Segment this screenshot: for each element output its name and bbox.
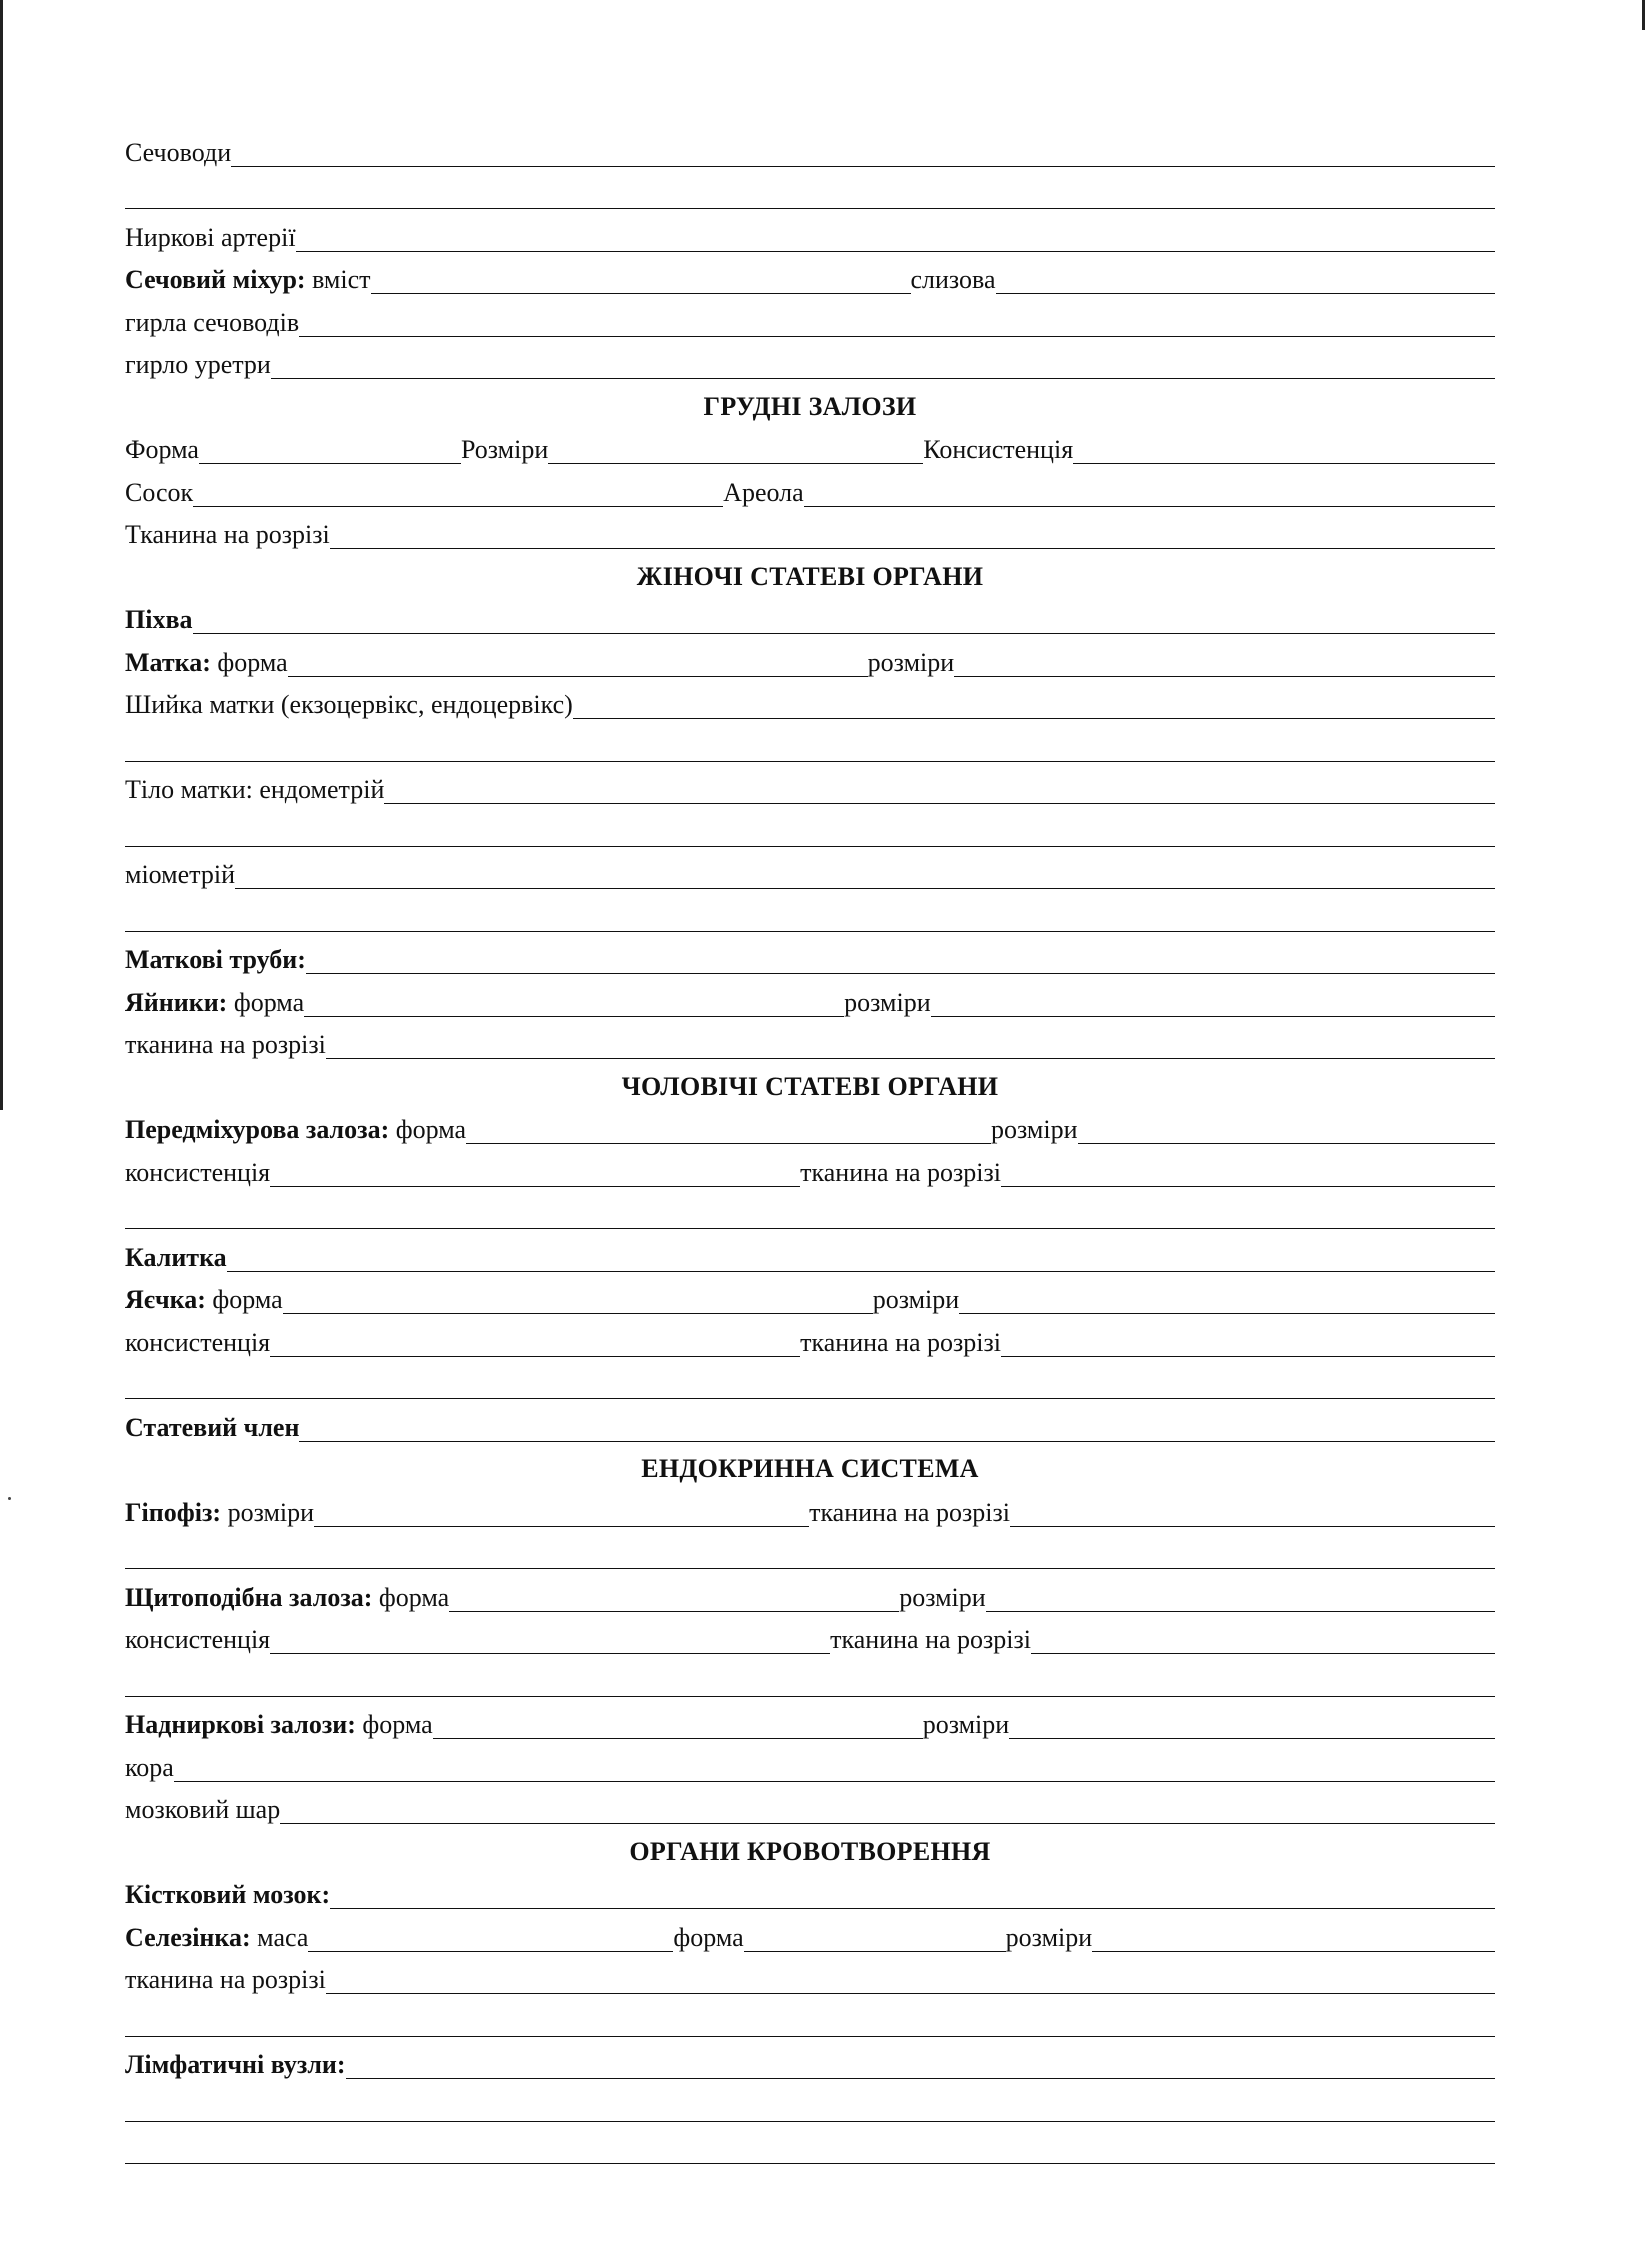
field-testes-consistency[interactable] — [270, 1313, 800, 1357]
field-breast-shape[interactable] — [199, 421, 461, 465]
field-breast-size[interactable] — [548, 421, 923, 465]
row-renal-arteries — [125, 213, 1495, 256]
field-thyroid-tissue[interactable] — [1031, 1611, 1495, 1655]
row-adrenal — [125, 1701, 1495, 1744]
row-spleen-tissue — [125, 1956, 1495, 1999]
label-bladder-mucosa: слизова — [910, 265, 996, 294]
field-spleen-size[interactable] — [1092, 1908, 1495, 1952]
row-testes-consistency — [125, 1318, 1495, 1361]
row-uterus — [125, 638, 1495, 681]
field-nipple[interactable] — [193, 463, 723, 507]
label-breast-shape: Форма — [125, 435, 199, 464]
label-marrow: Кістковий мозок: — [125, 1880, 331, 1909]
field-breast-tissue[interactable] — [330, 506, 1495, 550]
row-nipple — [125, 468, 1495, 511]
field-adrenal-shape[interactable] — [433, 1696, 923, 1740]
label-scrotum: Калитка — [125, 1242, 227, 1272]
field-continuation[interactable] — [125, 718, 1495, 762]
field-uterus-shape[interactable] — [288, 633, 868, 677]
row-uterus-body — [125, 766, 1495, 809]
scan-edge-left — [0, 0, 3, 1110]
label-uterus-shape: форма — [217, 647, 288, 677]
row-blank — [125, 893, 1495, 936]
label-uterus: Матка: — [125, 647, 211, 677]
section-heading-male: ЧОЛОВІЧІ СТАТЕВІ ОРГАНИ — [621, 1071, 999, 1101]
label-medulla: мозковий шар — [125, 1795, 281, 1824]
row-blank — [125, 1531, 1495, 1574]
row-ureters — [125, 128, 1495, 171]
label-prostate-shape: форма — [395, 1115, 467, 1144]
label-pituitary: Гіпофіз: — [125, 1497, 222, 1527]
label-uterus-size: розміри — [867, 647, 955, 677]
field-continuation[interactable] — [125, 1526, 1495, 1570]
field-tubes[interactable] — [306, 931, 1495, 975]
label-breast-consistency: Консистенція — [923, 435, 1074, 464]
field-areola[interactable] — [804, 463, 1495, 507]
field-medulla[interactable] — [280, 1781, 1495, 1825]
label-thyroid-size: розміри — [899, 1582, 986, 1612]
row-pituitary — [125, 1488, 1495, 1531]
field-thyroid-shape[interactable] — [449, 1568, 899, 1612]
field-continuation[interactable] — [125, 803, 1495, 847]
label-prostate-consistency: консистенція — [125, 1157, 271, 1187]
row-blank — [125, 808, 1495, 851]
label-testes-shape: форма — [212, 1285, 283, 1314]
label-thyroid-tissue: тканина на розрізі — [830, 1625, 1032, 1654]
field-thyroid-consistency[interactable] — [270, 1611, 830, 1655]
label-testes: Яєчка: — [125, 1285, 206, 1314]
field-pituitary-size[interactable] — [314, 1483, 809, 1527]
row-cervix — [125, 681, 1495, 724]
field-penis[interactable] — [299, 1398, 1495, 1442]
row-breast-tissue — [125, 511, 1495, 554]
row-scrotum — [125, 1233, 1495, 1276]
label-bladder: Сечовий міхур: — [125, 265, 306, 294]
label-spleen-shape: форма — [673, 1922, 744, 1952]
label-areola: Ареола — [723, 477, 804, 507]
label-penis: Статевий член — [125, 1412, 300, 1442]
field-prostate-tissue[interactable] — [1001, 1143, 1495, 1187]
field-lymph[interactable] — [346, 2036, 1495, 2080]
row-cortex — [125, 1743, 1495, 1786]
field-continuation[interactable] — [125, 2078, 1495, 2122]
row-ovaries — [125, 978, 1495, 1021]
field-adrenal-size[interactable] — [1009, 1696, 1495, 1740]
row-testes — [125, 1276, 1495, 1319]
label-ovaries: Яйники: — [125, 987, 228, 1017]
section-heading-female: ЖІНОЧІ СТАТЕВІ ОРГАНИ — [636, 561, 984, 591]
row-medulla — [125, 1786, 1495, 1829]
field-scrotum[interactable] — [227, 1228, 1495, 1272]
row-bladder — [125, 256, 1495, 299]
label-testes-tissue: тканина на розрізі — [800, 1327, 1002, 1357]
field-myometrium[interactable] — [235, 846, 1495, 890]
field-prostate-shape[interactable] — [466, 1101, 991, 1145]
field-bladder-content[interactable] — [371, 251, 911, 295]
label-thyroid-shape: форма — [378, 1582, 450, 1612]
row-blank — [125, 2083, 1495, 2126]
field-ureter-orifices[interactable] — [299, 293, 1495, 337]
field-ureters[interactable] — [231, 123, 1495, 167]
row-myometrium — [125, 851, 1495, 894]
label-renal-arteries: Ниркові артерії — [125, 222, 296, 252]
label-spleen: Селезінка: — [125, 1922, 251, 1952]
label-adrenal-shape: форма — [362, 1710, 433, 1739]
field-uterus-size[interactable] — [954, 633, 1495, 677]
label-bladder-content: вміст — [312, 265, 371, 294]
label-cervix: Шийка матки (екзоцервікс, ендоцервікс) — [125, 690, 573, 719]
row-blank — [125, 723, 1495, 766]
field-prostate-size[interactable] — [1078, 1101, 1495, 1145]
row-penis — [125, 1403, 1495, 1446]
field-thyroid-size[interactable] — [986, 1568, 1495, 1612]
field-pituitary-tissue[interactable] — [1010, 1483, 1495, 1527]
label-prostate-size: розміри — [991, 1115, 1078, 1144]
row-ureter-orifices — [125, 298, 1495, 341]
label-ovaries-size: розміри — [844, 987, 931, 1017]
row-lymph — [125, 2041, 1495, 2084]
field-testes-tissue[interactable] — [1001, 1313, 1495, 1357]
row-urethra-orifice — [125, 341, 1495, 384]
label-spleen-mass: маса — [257, 1922, 309, 1952]
field-cortex[interactable] — [174, 1738, 1495, 1782]
label-myometrium: міометрій — [125, 860, 235, 889]
label-nipple: Сосок — [125, 477, 194, 507]
label-breast-tissue: Тканина на розрізі — [125, 520, 330, 549]
section-heading-endocrine: ЕНДОКРИННА СИСТЕМА — [641, 1454, 979, 1483]
label-vagina: Піхва — [125, 605, 193, 634]
field-continuation[interactable] — [125, 2121, 1495, 2165]
row-blank — [125, 1361, 1495, 1404]
field-urethra-orifice[interactable] — [271, 336, 1495, 380]
row-blank — [125, 1998, 1495, 2041]
row-tubes — [125, 936, 1495, 979]
label-testes-size: розміри — [872, 1285, 960, 1314]
label-spleen-tissue: тканина на розрізі — [125, 1965, 326, 1994]
row-blank — [125, 171, 1495, 214]
row-prostate — [125, 1106, 1495, 1149]
field-marrow[interactable] — [330, 1866, 1495, 1910]
label-prostate-tissue: тканина на розрізі — [800, 1157, 1002, 1187]
field-continuation[interactable] — [125, 1186, 1495, 1230]
section-heading-hematopoietic: ОРГАНИ КРОВОТВОРЕННЯ — [629, 1836, 991, 1866]
row-marrow — [125, 1871, 1495, 1914]
label-testes-consistency: консистенція — [125, 1327, 271, 1357]
row-blank — [125, 2126, 1495, 2169]
label-breast-size: Розміри — [460, 435, 549, 464]
label-spleen-size: розміри — [1005, 1922, 1093, 1952]
label-pituitary-tissue: тканина на розрізі — [809, 1497, 1010, 1527]
field-testes-size[interactable] — [959, 1271, 1495, 1315]
row-thyroid-consistency — [125, 1616, 1495, 1659]
scan-speck — [8, 1497, 11, 1500]
label-adrenal-size: розміри — [922, 1710, 1010, 1739]
label-tubes: Маткові труби: — [125, 945, 306, 974]
field-continuation[interactable] — [125, 888, 1495, 932]
field-ovaries-tissue[interactable] — [326, 1016, 1495, 1060]
field-bladder-mucosa[interactable] — [996, 251, 1495, 295]
autopsy-form — [125, 128, 1495, 2168]
field-spleen-mass[interactable] — [308, 1908, 673, 1952]
row-breast-shape — [125, 426, 1495, 469]
row-blank — [125, 1658, 1495, 1701]
field-spleen-tissue[interactable] — [326, 1951, 1495, 1995]
label-ovaries-tissue: тканина на розрізі — [125, 1030, 326, 1059]
field-prostate-consistency[interactable] — [270, 1143, 800, 1187]
row-blank — [125, 1191, 1495, 1234]
label-adrenal: Надниркові залози: — [125, 1710, 356, 1739]
label-thyroid-consistency: консистенція — [125, 1625, 271, 1654]
field-continuation[interactable] — [125, 1653, 1495, 1697]
field-uterus-body[interactable] — [384, 761, 1495, 805]
field-continuation[interactable] — [125, 1356, 1495, 1400]
label-uterus-body: Тіло матки: ендометрій — [125, 775, 385, 804]
section-heading-breast: ГРУДНІ ЗАЛОЗИ — [703, 391, 917, 421]
label-ovaries-shape: форма — [233, 987, 305, 1017]
label-urethra-orifice: гирло уретри — [125, 350, 271, 379]
label-cortex: кора — [125, 1752, 174, 1782]
field-vagina[interactable] — [193, 591, 1496, 635]
field-continuation[interactable] — [125, 1993, 1495, 2037]
field-ovaries-size[interactable] — [931, 973, 1495, 1017]
field-spleen-shape[interactable] — [744, 1908, 1006, 1952]
field-breast-consistency[interactable] — [1073, 421, 1495, 465]
label-thyroid: Щитоподібна залоза: — [125, 1582, 373, 1612]
label-prostate: Передміхурова залоза: — [125, 1115, 390, 1144]
field-renal-arteries[interactable] — [296, 208, 1495, 252]
row-ovaries-tissue — [125, 1021, 1495, 1064]
field-continuation[interactable] — [125, 166, 1495, 210]
field-ovaries-shape[interactable] — [304, 973, 844, 1017]
field-testes-shape[interactable] — [283, 1271, 873, 1315]
row-vagina — [125, 596, 1495, 639]
label-lymph: Лімфатичні вузли: — [125, 2050, 346, 2079]
field-cervix[interactable] — [573, 676, 1495, 720]
row-prostate-consistency — [125, 1148, 1495, 1191]
label-ureter-orifices: гирла сечоводів — [125, 307, 300, 337]
row-spleen — [125, 1913, 1495, 1956]
label-pituitary-size: розміри — [227, 1497, 315, 1527]
row-thyroid — [125, 1573, 1495, 1616]
label-ureters: Сечоводи — [125, 137, 232, 167]
